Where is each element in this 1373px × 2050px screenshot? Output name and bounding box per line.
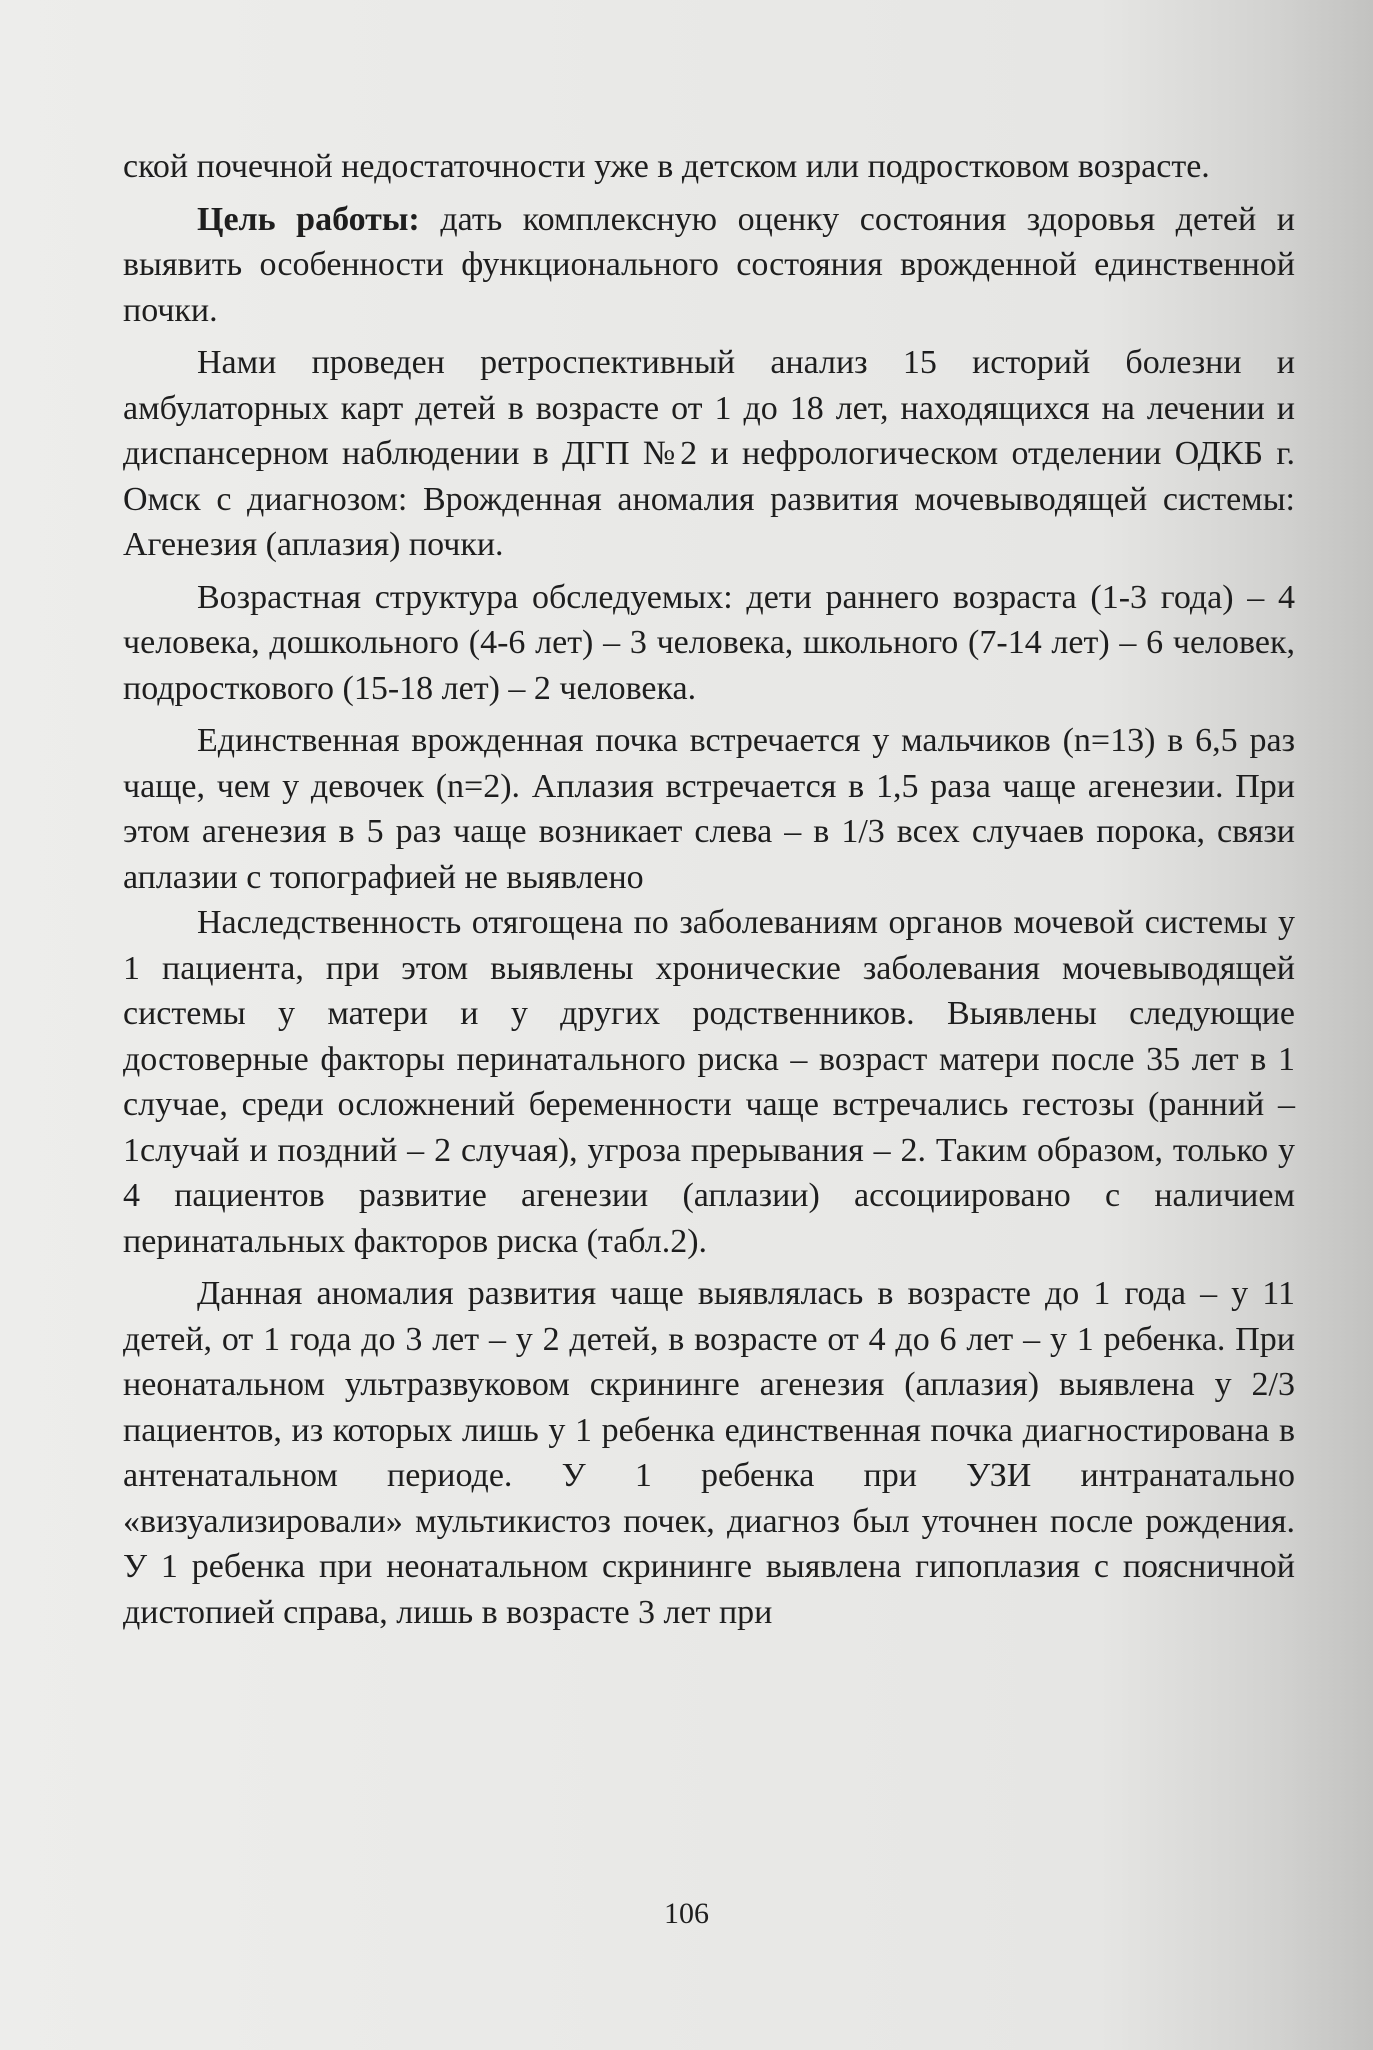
paragraph-text: Нами проведен ретроспективный анализ 15 историй болезни и амбулаторных карт детей в возрасте от 1 до 18 лет, находящихся на лечении и диспансерном наблюдении в ДГП №2 и нефрологическом отделении ОДКБ г. Омск с диагнозом: Врожденная аномалия развития мочевыводящей системы: Агенезия (аплазия) почки. bbox=[123, 344, 1295, 563]
paragraph-text: Наследственность отягощена по заболеваниям органов мочевой системы у 1 пациента, при этом выявлены хронические заболевания мочевыводящей системы у матери и у других родственников. Выявлены следующие достоверные факторы перинатального риска – возраст матери после 35 лет в 1 случае, среди осложнений беременности чаще встречались гестозы (ранний – 1случай и поздний – 2 случая), угроза прерывания – 2. Таким образом, только у 4 пациентов развитие агенезии (аплазии) ассоциировано с наличием перинатальных факторов риска (табл.2). bbox=[123, 904, 1295, 1260]
paragraph-text: Данная аномалия развития чаще выявлялась в возрасте до 1 года – у 11 детей, от 1 года до 3 лет – у 2 детей, в возрасте от 4 до 6 лет – у 1 ребенка. При неонатальном ультразвуковом скрининге агенезия (аплазия) выявлена у 2/3 пациентов, из которых лишь у 1 ребенка единственная почка диагностирована в антенатальном периоде. У 1 ребенка при УЗИ интранатально «визуализировали» мультикистоз почек, диагноз был уточнен после рождения. У 1 ребенка при неонатальном скрининге выявлена гипоплазия с поясничной дистопией справа, лишь в возрасте 3 лет при bbox=[123, 1275, 1295, 1631]
body-text bbox=[123, 144, 1295, 1635]
paragraph-text: Возрастная структура обследуемых: дети раннего возраста (1-3 года) – 4 человека, дошкольного (4-6 лет) – 3 человека, школьного (7-14 лет) – 6 человек, подросткового (15-18 лет) – 2 человека. bbox=[123, 578, 1295, 707]
paragraph-text: дать комплексную оценку состояния здоровья детей и выявить особенности функционального состояния врожденной единственной почки. bbox=[123, 200, 1295, 329]
paragraph bbox=[123, 144, 1295, 190]
goal-heading: Цель работы: bbox=[197, 200, 420, 238]
paragraph bbox=[123, 900, 1295, 1264]
paragraph-text: Единственная врожденная почка встречается у мальчиков (n=13) в 6,5 раз чаще, чем у девочек (n=2). Аплазия встречается в 1,5 раза чаще агенезии. При этом агенезия в 5 раз чаще возникает слева – в 1/3 всех случаев порока, связи аплазии с топографией не выявлено bbox=[123, 722, 1295, 896]
paragraph-text: ской почечной недостаточности уже в детском или подростковом возрасте. bbox=[123, 148, 1210, 185]
paragraph bbox=[123, 718, 1295, 900]
page-number: 106 bbox=[664, 1897, 709, 1930]
paragraph bbox=[123, 1271, 1295, 1635]
paragraph bbox=[123, 340, 1295, 568]
paragraph bbox=[123, 197, 1295, 334]
paragraph bbox=[123, 575, 1295, 712]
